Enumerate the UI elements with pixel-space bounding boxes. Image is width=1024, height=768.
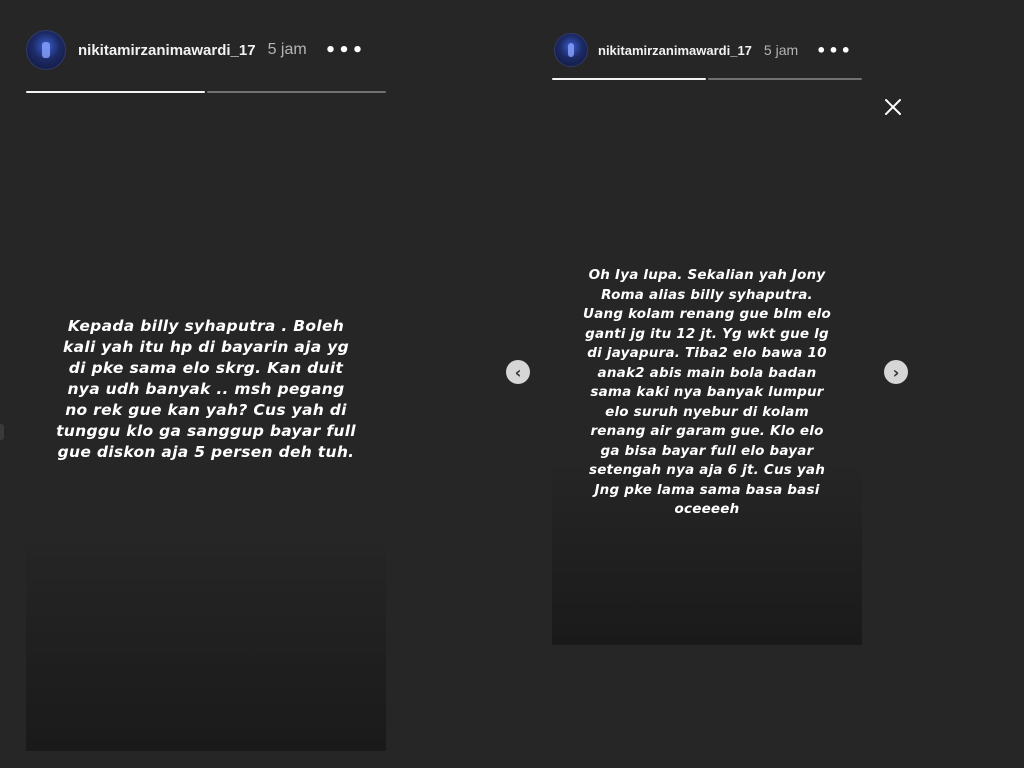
- avatar[interactable]: [26, 30, 66, 70]
- progress-segment-pending: [207, 91, 386, 93]
- story-username[interactable]: nikitamirzanimawardi_17: [598, 42, 752, 58]
- story-header: [552, 20, 862, 80]
- story-progress-bar: [552, 78, 862, 80]
- close-icon: [884, 98, 902, 116]
- story-text: Oh Iya lupa. Sekalian yah Jony Roma alias billy syhaputra. Uang kolam renang gue blm elo ganti jg itu 12 jt. Yg wkt gue lg di jayapura. Tiba2 elo bawa 10 anak2 abis main bola badan sama kaki nya banyak lumpur elo suruh nyebur di kolam renang air garam gue. Klo elo ga bisa bayar full elo bayar setengah nya aja 6 jt. Cus yah Jng pke lama sama basa basi oceeeeh: [583, 267, 831, 517]
- story-timestamp: 5 jam: [763, 42, 799, 58]
- left-edge-tab: [0, 424, 4, 440]
- story-text: Kepada billy syhaputra . Boleh kali yah itu hp di bayarin aja yg di pke sama elo skrg. Kan duit nya udh banyak .. msh pegang no rek gue kan yah? Cus yah di tunggu klo ga sanggup bayar full gue diskon aja 5 persen deh tuh.: [56, 317, 356, 461]
- next-story-button[interactable]: [884, 360, 908, 384]
- story-card-left[interactable]: [26, 20, 386, 751]
- story-username[interactable]: nikitamirzanimawardi_17: [78, 41, 256, 59]
- previous-story-button[interactable]: [506, 360, 530, 384]
- progress-segment-completed: [26, 91, 205, 93]
- close-button[interactable]: [880, 94, 906, 120]
- story-card-right[interactable]: [552, 20, 862, 645]
- progress-segment-pending: [708, 78, 862, 80]
- chevron-left-icon: ‹: [514, 362, 522, 382]
- chevron-right-icon: ›: [892, 362, 900, 382]
- story-header: [26, 20, 386, 80]
- more-options-icon[interactable]: •••: [816, 40, 853, 60]
- story-progress-bar: [26, 91, 386, 93]
- progress-segment-completed: [552, 78, 706, 80]
- more-options-icon[interactable]: •••: [324, 39, 366, 61]
- avatar[interactable]: [554, 33, 588, 67]
- story-timestamp: 5 jam: [267, 41, 307, 58]
